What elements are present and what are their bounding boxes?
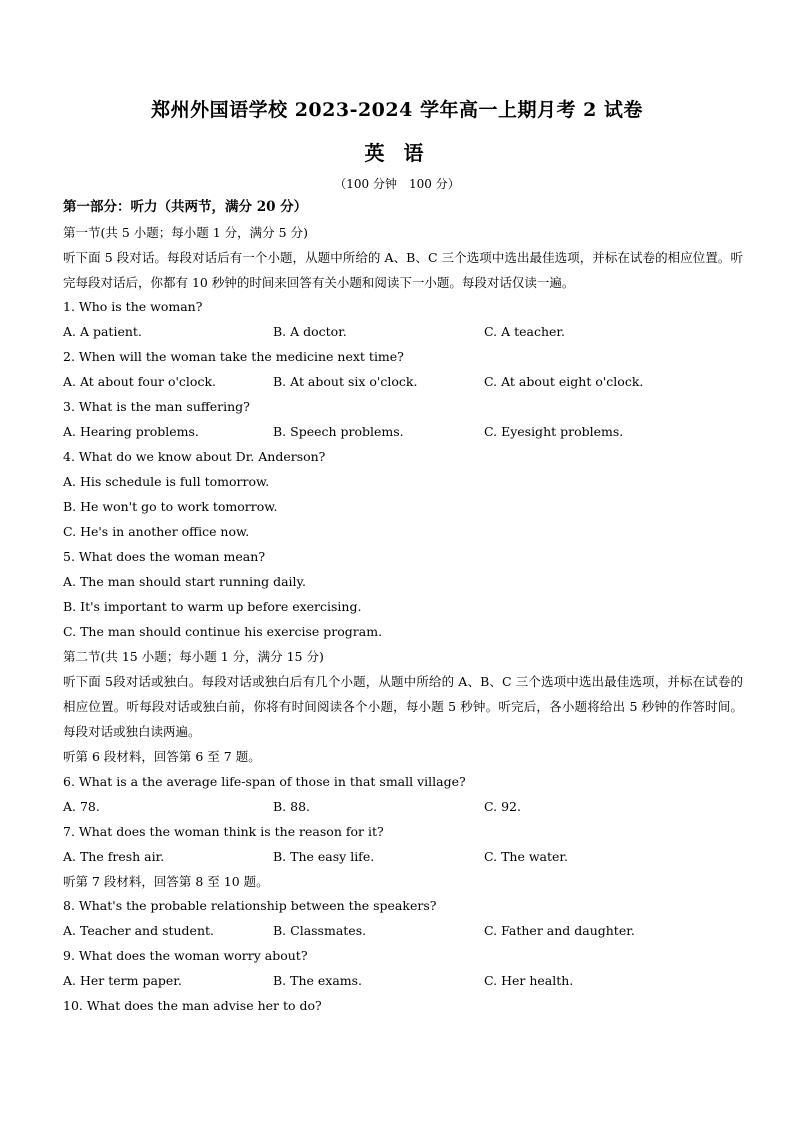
question-2-option-c: C. At about eight o'clock. [484, 374, 644, 389]
part1-heading: 第一部分：听力（共两节，满分 20 分） [63, 199, 308, 215]
question-10-stem: 10. What does the man advise her to do? [63, 998, 322, 1013]
question-8-stem: 8. What's the probable relationship between the speakers? [63, 898, 437, 913]
question-9-option-c: C. Her health. [484, 973, 574, 988]
question-4-option-a: A. His schedule is full tomorrow. [63, 474, 270, 489]
question-5-stem: 5. What does the woman mean? [63, 549, 266, 564]
question-6-option-b: B. 88. [273, 799, 311, 814]
question-7-option-a: A. The fresh air. [63, 849, 165, 864]
question-3-option-a: A. Hearing problems. [63, 424, 199, 439]
question-2-option-a: A. At about four o'clock. [63, 374, 216, 389]
material-6-instruction: 听第 6 段材料，回答第 6 至 7 题。 [63, 749, 261, 764]
question-9-option-a: A. Her term paper. [63, 973, 182, 988]
question-9-option-b: B. The exams. [273, 973, 363, 988]
question-1-option-b: B. A doctor. [273, 324, 347, 339]
question-7-option-c: C. The water. [484, 849, 568, 864]
material-7-instruction: 听第 7 段材料，回答第 8 至 10 题。 [63, 874, 269, 889]
question-6-stem: 6. What is a the average life-span of those in that small village? [63, 774, 466, 789]
section1-instructions: 听下面 5 段对话。每段对话后有一个小题，从题中所给的 A、B、C 三个选项中选出最佳选项，并标在试卷的相应位置。听完每段对话后，你都有 10 秒钟的时间来回答有关小题和阅读下一小题。每段对话仅读一遍。 [63, 250, 743, 290]
question-1-stem: 1. Who is the woman? [63, 299, 203, 314]
question-9-stem: 9. What does the woman worry about? [63, 948, 308, 963]
section2-heading: 第二节(共 15 小题；每小题 1 分，满分 15 分) [63, 649, 324, 664]
question-8-option-a: A. Teacher and student. [63, 923, 215, 938]
question-1-option-a: A. A patient. [63, 324, 142, 339]
subject-heading: 英 语 [364, 141, 430, 165]
exam-title: 郑州外国语学校 2023-2024 学年高一上期月考 2 试卷 [151, 99, 643, 121]
question-6-option-c: C. 92. [484, 799, 521, 814]
question-8-option-b: B. Classmates. [273, 923, 367, 938]
question-3-stem: 3. What is the man suffering? [63, 399, 250, 414]
question-7-stem: 7. What does the woman think is the reason for it? [63, 824, 384, 839]
question-8-option-c: C. Father and daughter. [484, 923, 635, 938]
question-3-option-c: C. Eyesight problems. [484, 424, 624, 439]
question-7-option-b: B. The easy life. [273, 849, 375, 864]
question-5-option-b: B. It's important to warm up before exercising. [63, 599, 362, 614]
question-5-option-c: C. The man should continue his exercise program. [63, 624, 383, 639]
question-1-option-c: C. A teacher. [484, 324, 565, 339]
question-3-option-b: B. Speech problems. [273, 424, 404, 439]
time-score-info: （100 分钟 100 分） [334, 177, 460, 191]
section2-instructions: 听下面 5段对话或独白。每段对话或独白后有几个小题，从题中所给的 A、B、C 三个选项中选出最佳选项，并标在试卷的相应位置。听每段对话或独白前，你将有时间阅读各个小题，每小题 5 秒钟。听完后，各小题将给出 5 秒钟的作答时间。每段对话或独白读两遍。 [63, 674, 743, 739]
question-6-option-a: A. 78. [63, 799, 100, 814]
question-4-stem: 4. What do we know about Dr. Anderson? [63, 449, 326, 464]
question-2-stem: 2. When will the woman take the medicine next time? [63, 349, 404, 364]
question-2-option-b: B. At about six o'clock. [273, 374, 418, 389]
question-5-option-a: A. The man should start running daily. [63, 574, 306, 589]
question-4-option-b: B. He won't go to work tomorrow. [63, 499, 278, 514]
question-4-option-c: C. He's in another office now. [63, 524, 250, 539]
section1-heading: 第一节(共 5 小题；每小题 1 分，满分 5 分) [63, 225, 308, 240]
